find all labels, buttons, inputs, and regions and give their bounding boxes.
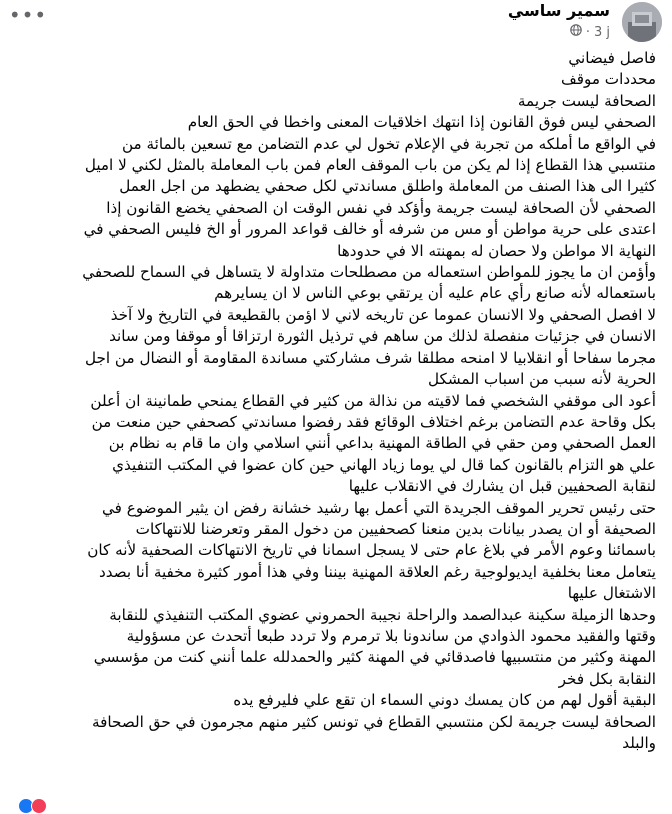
post-line: علي هو التزام بالقانون كما قال لي يوما زياد الهاني حين كان عضوا في المكتب التنفيذي	[112, 455, 656, 474]
post-line: المهنة وكثير من منتسبيها فاصدقائي في المهنة كثير والحمدلله علما أنني كنت من مؤسسي	[93, 648, 656, 667]
post-line: في الواقع ما أملكه من تجربة في الإعلام تخول لي عدم التضامن مع تسعين بالمائة من	[121, 134, 656, 153]
post-line: باستعماله لأنه صانع رأي عام عليه أن يرتقي بوعي الناس لا ان يسايرهم	[214, 284, 656, 303]
post-time[interactable]: 3 j	[593, 24, 610, 40]
post-line: البقية أقول لهم من كان يمسك دوني السماء ان تقع علي فليرفع يده	[233, 691, 656, 710]
post-line: وأؤمن ان ما يجوز للمواطن استعماله من مصطلحات متداولة لا يتساهل في السماح للصحفي	[82, 263, 656, 282]
post-line: العمل الصحفي ومن حقي في الطاقة المهنية بداعي أنني اسلامي وان ما قام به نظام بن	[108, 434, 656, 453]
more-options-button[interactable]	[8, 3, 48, 27]
post-line: مجرما سفاحا أو انقلابيا لا امنحه مطلقا شرف مشاركتي مساندة المقاومة أو النضال من اجل	[85, 348, 656, 367]
post-line: النهاية الا مواطن ولا حصان له بمهنته الا في حدودها	[337, 241, 656, 260]
post-line: وقتها والفقيد محمود الذوادي من ساندونا بلا ترمرم ولا تردد طبعا أتحدث عن مسؤولية	[126, 626, 656, 645]
post-line: النقابة بكل فخر	[558, 669, 656, 688]
love-reaction-icon	[31, 798, 47, 814]
globe-icon	[570, 24, 582, 40]
post-line: لنقابة الصحفيين قبل ان يشارك في الانقلاب عليها	[348, 477, 656, 496]
post-line: محددات موقف	[561, 70, 656, 89]
author-name[interactable]: سمير ساسي	[507, 1, 610, 20]
more-horizontal-icon: •••	[8, 3, 48, 27]
post-line: فاصل فيضاني	[568, 49, 656, 67]
post-line: والبلد	[622, 734, 656, 752]
post-line: يتعامل معنا بخلفية ايديولوجية رغم العلاقة المهنية بيننا وفي هذا أمور كثيرة مخفية أنا بصدد	[98, 562, 656, 581]
post-line: الصحفي لأن الصحافة ليست جريمة وأؤكد في نفس الوقت ان الصحفي يخضع القانون إذا	[106, 198, 656, 217]
post-line: اعتدى على حرية مواطن أو مس من شرفه أو خالف قواعد المرور أو الخ فليس الصحفي في	[83, 220, 656, 239]
post-line: بكل وقاحة عدم التضامن برغم اختلاف الوقائع فقد رفضوا مساندتي كصحفي حين منعت من	[91, 412, 656, 431]
post-line: منتسبي هذا القطاع إذا لم يكن من باب الموقف العام فمن باب المعاملة بالمثل لكني لا اميل	[84, 156, 656, 175]
post-line: وحدها الزميلة سكينة عبدالصمد والراحلة نجيبة الحمروني عضوي المكتب التنفيذي للنقابة	[109, 605, 656, 624]
post-line: أعود الى موقفي الشخصي فما لاقيته من نذالة من كثير في القطاع يمنحي طمانينة ان أعلن	[90, 391, 656, 410]
post-header	[0, 0, 672, 46]
post-line: الانسان في جزئيات منفصلة لذلك من ساهم في ترذيل الثورة ارتزاقا أو موقفا ومن ساند	[109, 327, 656, 346]
post-line: باسمائنا وعوم الأمر في بلاغ عام حتى لا يسجل اسمانا في تاريخ الانتهاكات الصحفية لأنه كان	[87, 541, 656, 560]
post-line: الصحيفة أو ان يصدر بيانات بدين منعنا كصحفيين من دخول المقر وتعرضنا للانتهاكات	[135, 519, 656, 538]
post-line: الصحافة ليست جريمة لكن منتسبي القطاع في تونس كثير منهم مجرمون في حق الصحافة	[91, 712, 656, 731]
post-line: الاشتغال عليها	[567, 584, 656, 603]
avatar-image	[622, 2, 662, 42]
post-line: حتى رئيس تحرير الموقف الجريدة التي أعمل بها رشيد خشانة رفض ان يثير الموضوع في	[102, 498, 656, 517]
post-text	[18, 48, 656, 754]
post-line: الصحافة ليست جريمة	[517, 91, 656, 110]
post-meta	[570, 24, 610, 40]
avatar[interactable]	[622, 2, 662, 42]
post-line: كثيرا الى هذا الصنف من المعاملة واطلق مساندتي لكل صحفي يضطهد من اجل العمل	[119, 177, 656, 196]
meta-separator: ·	[585, 24, 590, 40]
post-line: الحرية لأنه سبب من اسباب المشكل	[427, 370, 656, 389]
post-line: الصحفي ليس فوق القانون إذا انتهك اخلاقيات المعنى واخطا في الحق العام	[187, 113, 656, 132]
post-line: لا افصل الصحفي ولا الانسان عموما عن تاريخه لاني لا اؤمن بالقطيعة في التاريخ ولا آخذ	[110, 305, 656, 324]
reaction-icons[interactable]	[18, 798, 47, 814]
